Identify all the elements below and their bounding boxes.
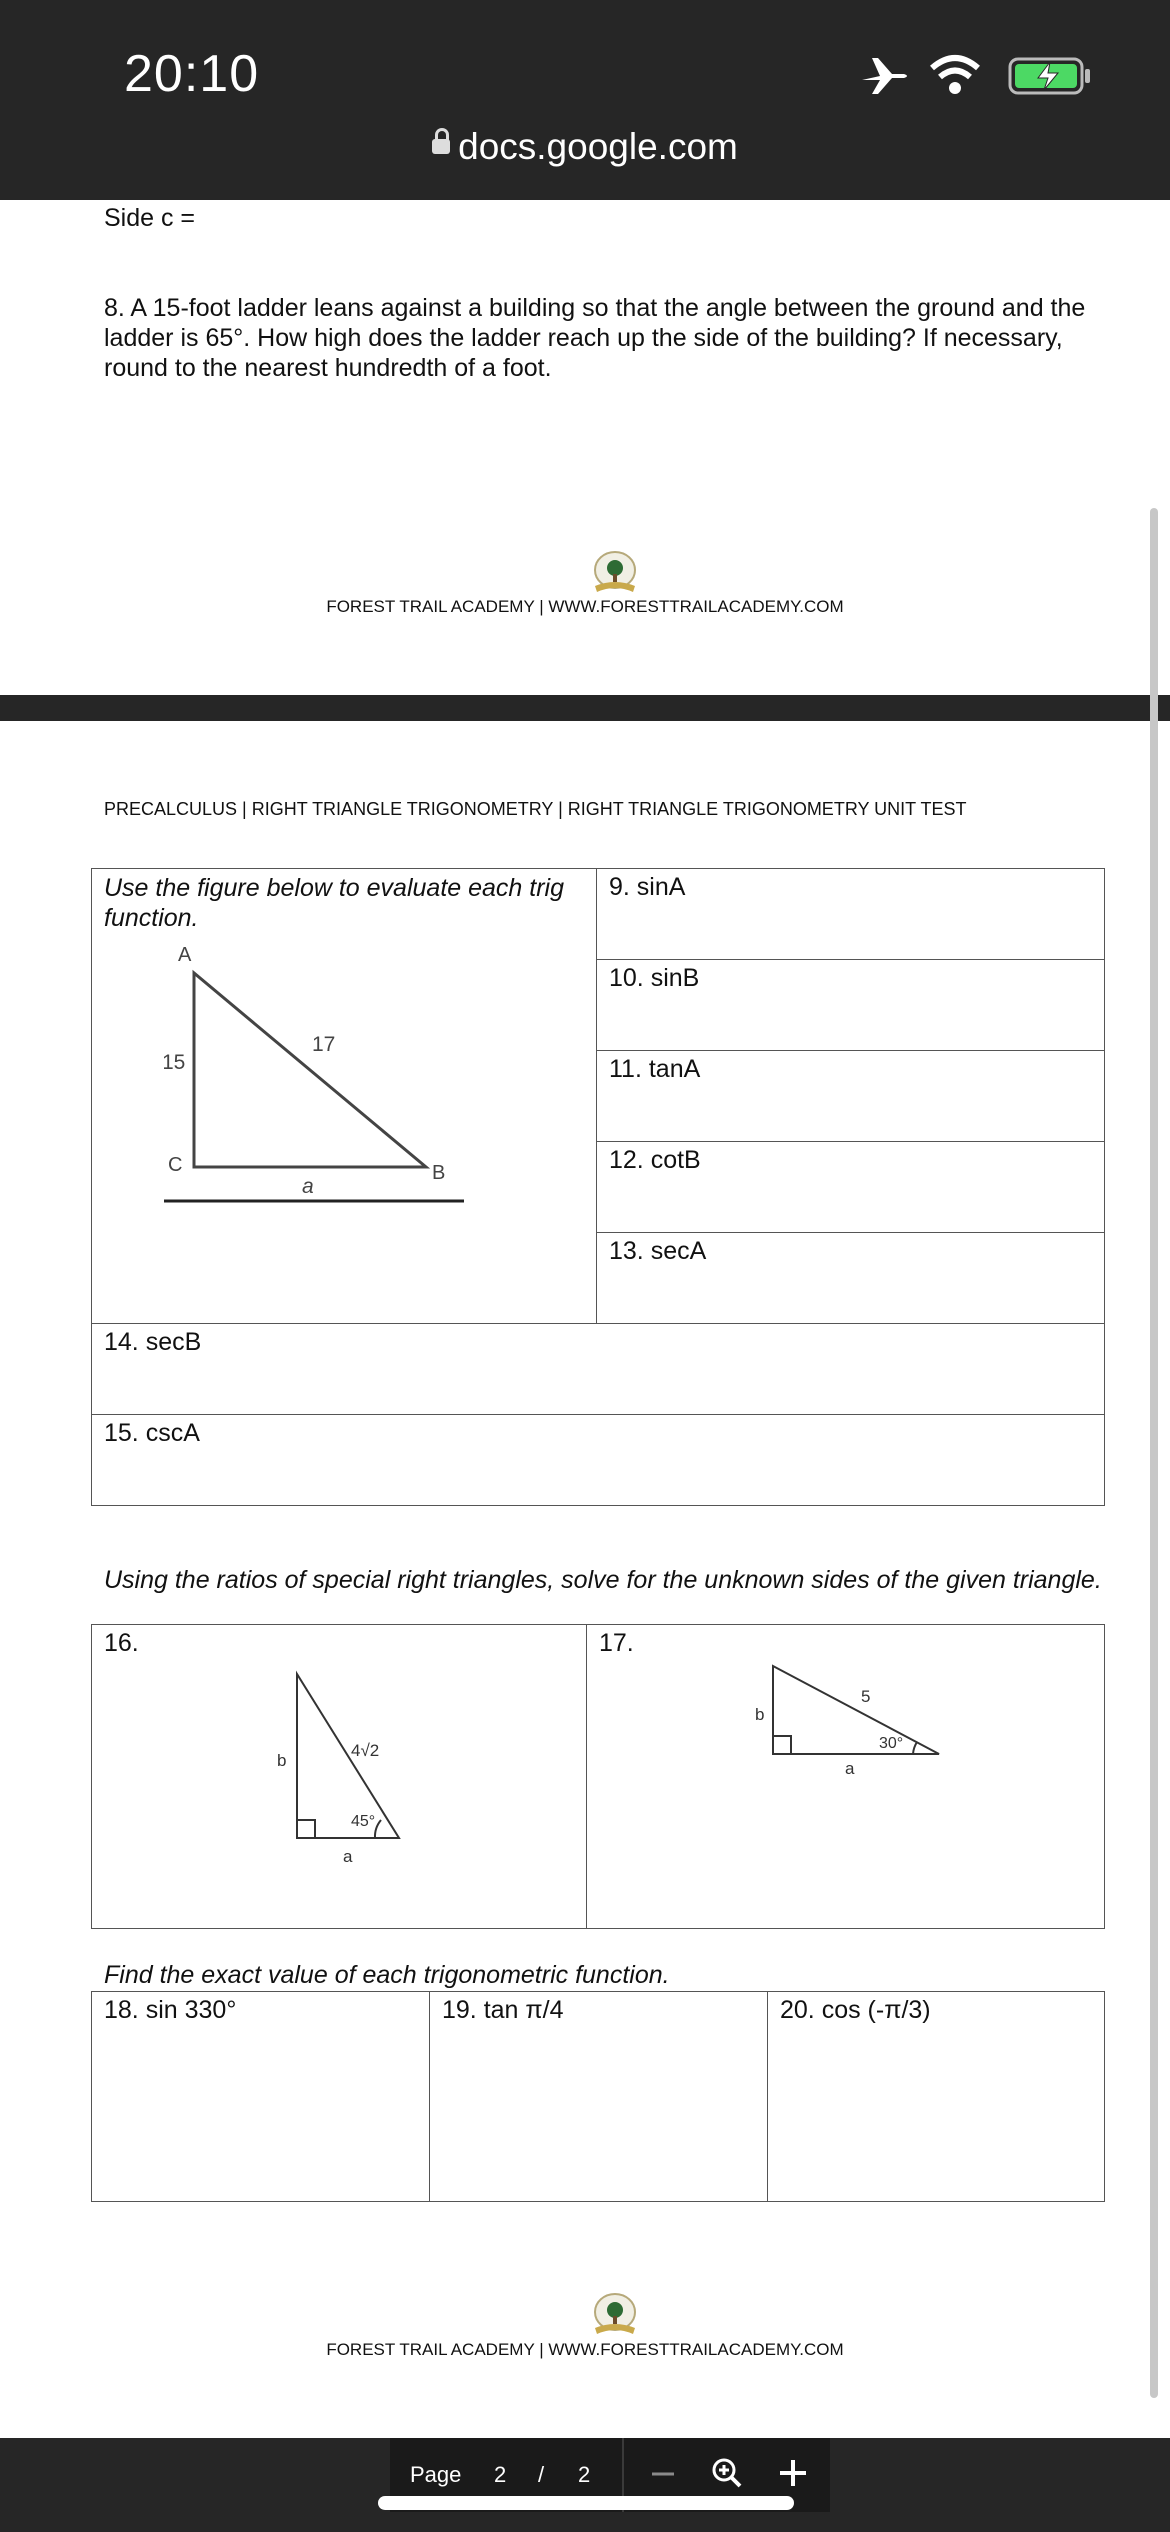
question-14: 14. secB — [92, 1324, 1105, 1415]
page-label: Page — [410, 2462, 462, 2487]
airplane-icon — [858, 54, 910, 103]
page-divider — [0, 695, 1170, 721]
side-ab-label: 17 — [312, 1033, 336, 1056]
scrollbar[interactable] — [1150, 508, 1158, 2398]
add-button[interactable] — [776, 2456, 810, 2496]
exact-value-instruction: Find the exact value of each trigonometric function. — [104, 1961, 670, 1989]
question-20: 20. cos (-π/3) — [768, 1992, 1105, 2202]
question-16-label: 16. — [104, 1629, 139, 1657]
current-page[interactable]: 2 — [494, 2462, 507, 2487]
q16-leg-a-label: a — [343, 1847, 353, 1866]
special-triangles-table — [91, 1624, 1105, 1929]
side-c-label: Side c = — [104, 204, 196, 232]
q17-leg-b-label: b — [755, 1705, 765, 1724]
zoom-in-icon[interactable] — [710, 2456, 744, 2496]
trig-figure-table — [91, 868, 1105, 1506]
q16-angle-label: 45° — [351, 1813, 376, 1830]
academy-logo — [590, 550, 640, 599]
battery-charging-icon — [1008, 56, 1092, 101]
question-17 — [587, 1625, 1105, 1929]
page-separator: / — [538, 2462, 545, 2487]
triangle-45-figure — [239, 1658, 499, 1878]
clock: 20:10 — [124, 45, 260, 103]
q17-angle-label: 30° — [879, 1735, 904, 1752]
total-pages: 2 — [578, 2462, 591, 2487]
side-ac-label: 15 — [164, 1051, 186, 1074]
vertex-c: C — [168, 1154, 183, 1176]
figure-instruction: Use the figure below to evaluate each trig function. — [104, 874, 564, 932]
address-bar[interactable] — [0, 126, 1170, 168]
home-indicator[interactable] — [378, 2496, 794, 2510]
wifi-icon — [928, 54, 982, 103]
exact-value-table — [91, 1991, 1105, 2202]
page2-header: PRECALCULUS | RIGHT TRIANGLE TRIGONOMETRY | RIGHT TRIANGLE TRIGONOMETRY UNIT TEST — [104, 799, 967, 819]
academy-logo-2 — [590, 2292, 640, 2341]
question-16 — [92, 1625, 587, 1929]
question-13: 13. secA — [597, 1233, 1105, 1324]
page1-footer: FOREST TRAIL ACADEMY | WWW.FORESTTRAILACADEMY.COM — [326, 597, 844, 616]
vertex-b: B — [432, 1162, 446, 1184]
question-8: 8. A 15-foot ladder leans against a building so that the angle between the ground and the ladder is 65°. How high does the ladder reach up the side of the building? If necessary, round to the nearest hundredth of a foot. — [104, 294, 1086, 382]
question-10: 10. sinB — [597, 960, 1105, 1051]
figure-cell — [92, 869, 597, 1324]
zoom-out-button[interactable] — [648, 2458, 678, 2494]
vertex-a: A — [178, 944, 192, 966]
q17-hyp-label: 5 — [861, 1687, 871, 1706]
q17-leg-a-label: a — [845, 1759, 855, 1778]
q16-leg-b-label: b — [277, 1751, 287, 1770]
url-text: docs.google.com — [458, 126, 738, 167]
question-12: 12. cotB — [597, 1142, 1105, 1233]
question-11: 11. tanA — [597, 1051, 1105, 1142]
side-cb-label: a — [302, 1175, 314, 1198]
question-9: 9. sinA — [597, 869, 1105, 960]
triangle-30-figure — [729, 1654, 969, 1794]
question-15: 15. cscA — [92, 1415, 1105, 1506]
question-17-label: 17. — [599, 1629, 634, 1657]
special-triangles-instruction: Using the ratios of special right triangles, solve for the unknown sides of the given triangle. — [104, 1566, 1102, 1594]
right-triangle-figure — [164, 939, 504, 1229]
lock-icon — [432, 139, 450, 154]
q16-hyp-label: 4√2 — [351, 1741, 380, 1760]
question-18: 18. sin 330° — [92, 1992, 430, 2202]
page2-footer: FOREST TRAIL ACADEMY | WWW.FORESTTRAILACADEMY.COM — [326, 2340, 844, 2359]
question-19: 19. tan π/4 — [430, 1992, 768, 2202]
